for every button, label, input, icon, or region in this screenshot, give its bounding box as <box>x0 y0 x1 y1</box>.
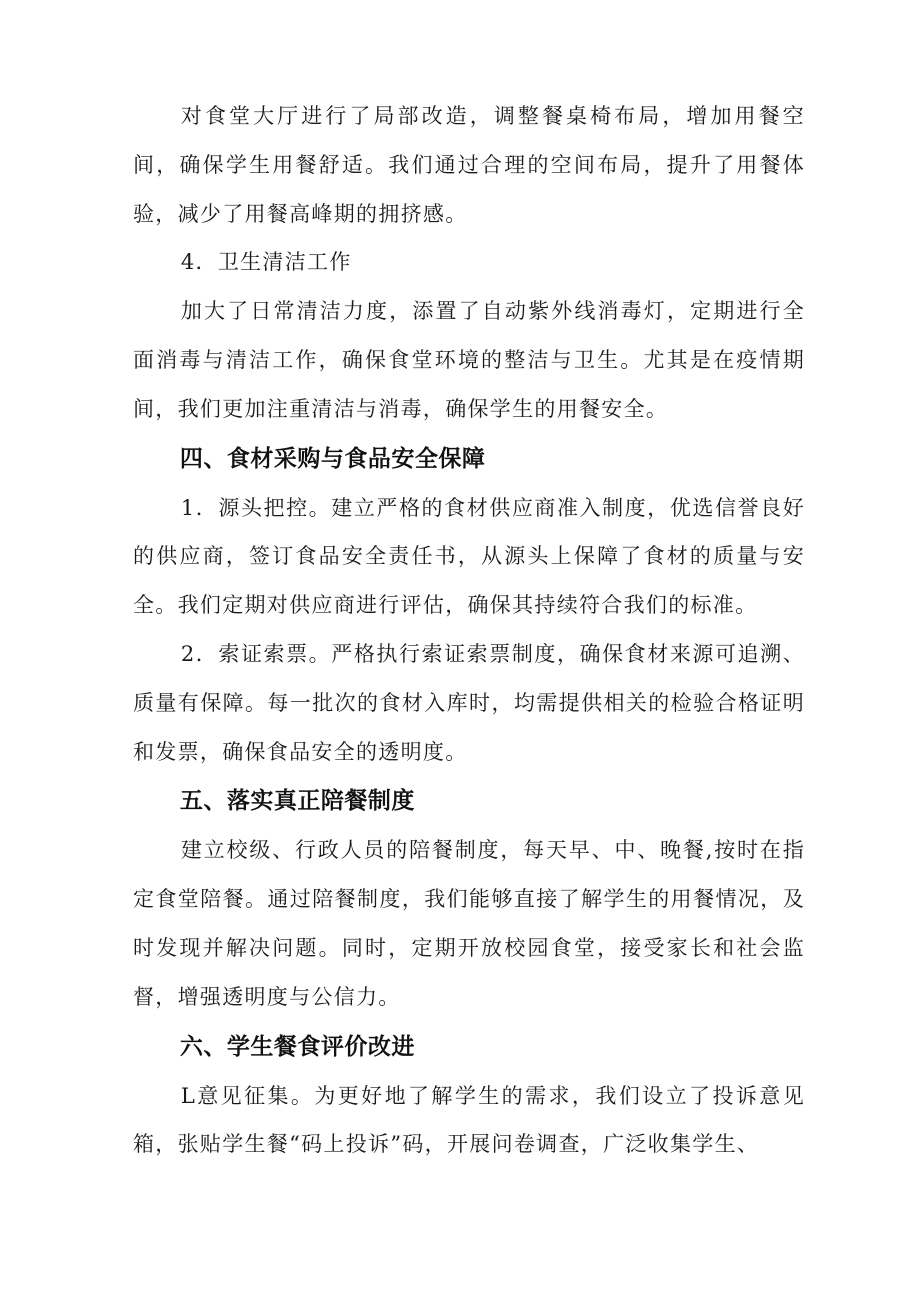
paragraph-hygiene-cleaning: 加大了日常清洁力度，添置了自动紫外线消毒灯，定期进行全面消毒与清洁工作，确保食堂环境的整洁与卫生。尤其是在疫情期间，我们更加注重清洁与消毒，确保学生的用餐安全。 <box>133 299 805 421</box>
item-hygiene-title: 4．卫生清洁工作 <box>180 250 352 275</box>
paragraph-dining-hall-renovation: 对食堂大厅进行了局部改造，调整餐桌椅布局，增加用餐空间，确保学生用餐舒适。我们通过合理的空间布局，提升了用餐体验，减少了用餐高峰期的拥挤感。 <box>133 104 805 226</box>
document-body <box>133 92 805 1169</box>
section-heading-food-procurement: 四、食材采购与食品安全保障 <box>179 445 486 472</box>
paragraph-certificates-invoices: 2．索证索票。严格执行索证索票制度，确保食材来源可追溯、质量有保障。每一批次的食材入库时，均需提供相关的检验合格证明和发票，确保食品安全的透明度。 <box>133 641 805 764</box>
paragraph-opinion-collection: L意见征集。为更好地了解学生的需求，我们设立了投诉意见箱，张贴学生餐“码上投诉”码，开展问卷调查，广泛收集学生、 <box>133 1083 805 1157</box>
section-heading-accompanied-meals: 五、落实真正陪餐制度 <box>179 788 415 815</box>
paragraph-source-control: 1．源头把控。建立严格的食材供应商准入制度，优选信誉良好的供应商，签订食品安全责任书，从源头上保障了食材的质量与安全。我们定期对供应商进行评估，确保其持续符合我们的标准。 <box>133 495 805 618</box>
paragraph-accompanied-meals: 建立校级、行政人员的陪餐制度，每天早、中、晚餐,按时在指定食堂陪餐。通过陪餐制度，我们能够直接了解学生的用餐情况，及时发现并解决问题。同时，定期开放校园食堂，接受家长和社会监督，增强透明度与公信力。 <box>133 838 805 1009</box>
section-heading-meal-evaluation: 六、学生餐食评价改进 <box>179 1033 415 1060</box>
